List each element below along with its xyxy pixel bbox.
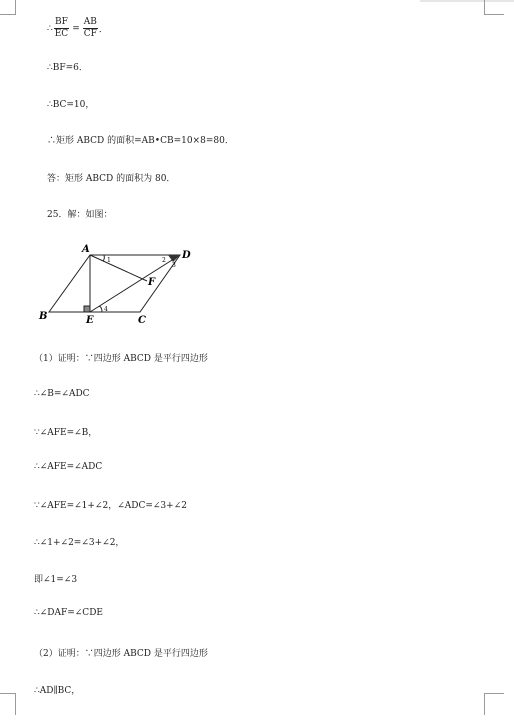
- answer-line: 答：矩形 ABCD 的面积为 80．: [47, 174, 176, 184]
- numerator: AB: [83, 17, 97, 27]
- period: ．: [98, 25, 108, 35]
- label-a: A: [82, 244, 90, 255]
- angle-arc-4: [99, 306, 102, 312]
- numerator: BF: [55, 17, 68, 27]
- angle-arc-1: [103, 255, 104, 261]
- label-f: F: [148, 277, 156, 288]
- crop-mark: [15, 693, 16, 715]
- proof-line: ∴∠DAF=∠CDE: [34, 608, 103, 618]
- solution-line: ∴BF=6．: [47, 63, 88, 73]
- segment-af: [90, 255, 147, 281]
- parallelogram-figure: [34, 240, 234, 332]
- therefore-symbol: ∴: [47, 23, 53, 34]
- angle-label-1: 1: [107, 257, 111, 264]
- crop-mark: [484, 693, 504, 694]
- header-rule: [420, 0, 514, 2]
- proof-line: ∴∠B=∠ADC: [34, 389, 90, 399]
- fraction-bf-ec: [54, 17, 69, 40]
- crop-mark: [0, 14, 16, 15]
- angle-label-3: 3: [172, 262, 176, 269]
- ratio-equation: [47, 17, 108, 40]
- label-b: B: [39, 311, 48, 322]
- proof-line: ∵∠AFE=∠B，: [34, 428, 98, 438]
- proof-line: 即∠1=∠3: [34, 575, 78, 585]
- segment-ed: [90, 255, 180, 312]
- crop-mark: [484, 0, 485, 14]
- solution-line: ∴BC=10，: [47, 100, 95, 110]
- crop-mark: [484, 693, 485, 715]
- fraction-ab-cf: [83, 17, 98, 40]
- proof-line: （2）证明：∵四边形 ABCD 是平行四边形: [34, 649, 208, 659]
- proof-line: ∴AD∥BC，: [34, 686, 81, 696]
- label-e: E: [86, 315, 94, 326]
- proof-line: ∴∠AFE=∠ADC: [34, 462, 103, 472]
- denominator: EC: [54, 29, 69, 39]
- proof-line: ∴∠1+∠2=∠3+∠2，: [34, 538, 125, 548]
- denominator: CF: [83, 29, 97, 39]
- solution-line: ∴矩形 ABCD 的面积=AB•CB=10×8=80．: [47, 136, 234, 146]
- equals-sign: =: [72, 23, 80, 34]
- angle-label-2: 2: [162, 257, 166, 264]
- angle-label-4: 4: [104, 306, 108, 313]
- crop-mark: [15, 0, 16, 14]
- proof-line: ∵∠AFE=∠1+∠2，∠ADC=∠3+∠2: [34, 501, 187, 511]
- crop-mark: [484, 14, 504, 15]
- crop-mark: [0, 693, 16, 694]
- label-c: C: [138, 315, 146, 326]
- parallelogram-abcd: [49, 255, 180, 312]
- label-d: D: [182, 250, 191, 261]
- right-angle-mark: [84, 306, 90, 312]
- problem-heading: 25．解：如图：: [47, 210, 113, 220]
- proof-line: （1）证明：∵四边形 ABCD 是平行四边形: [34, 354, 208, 364]
